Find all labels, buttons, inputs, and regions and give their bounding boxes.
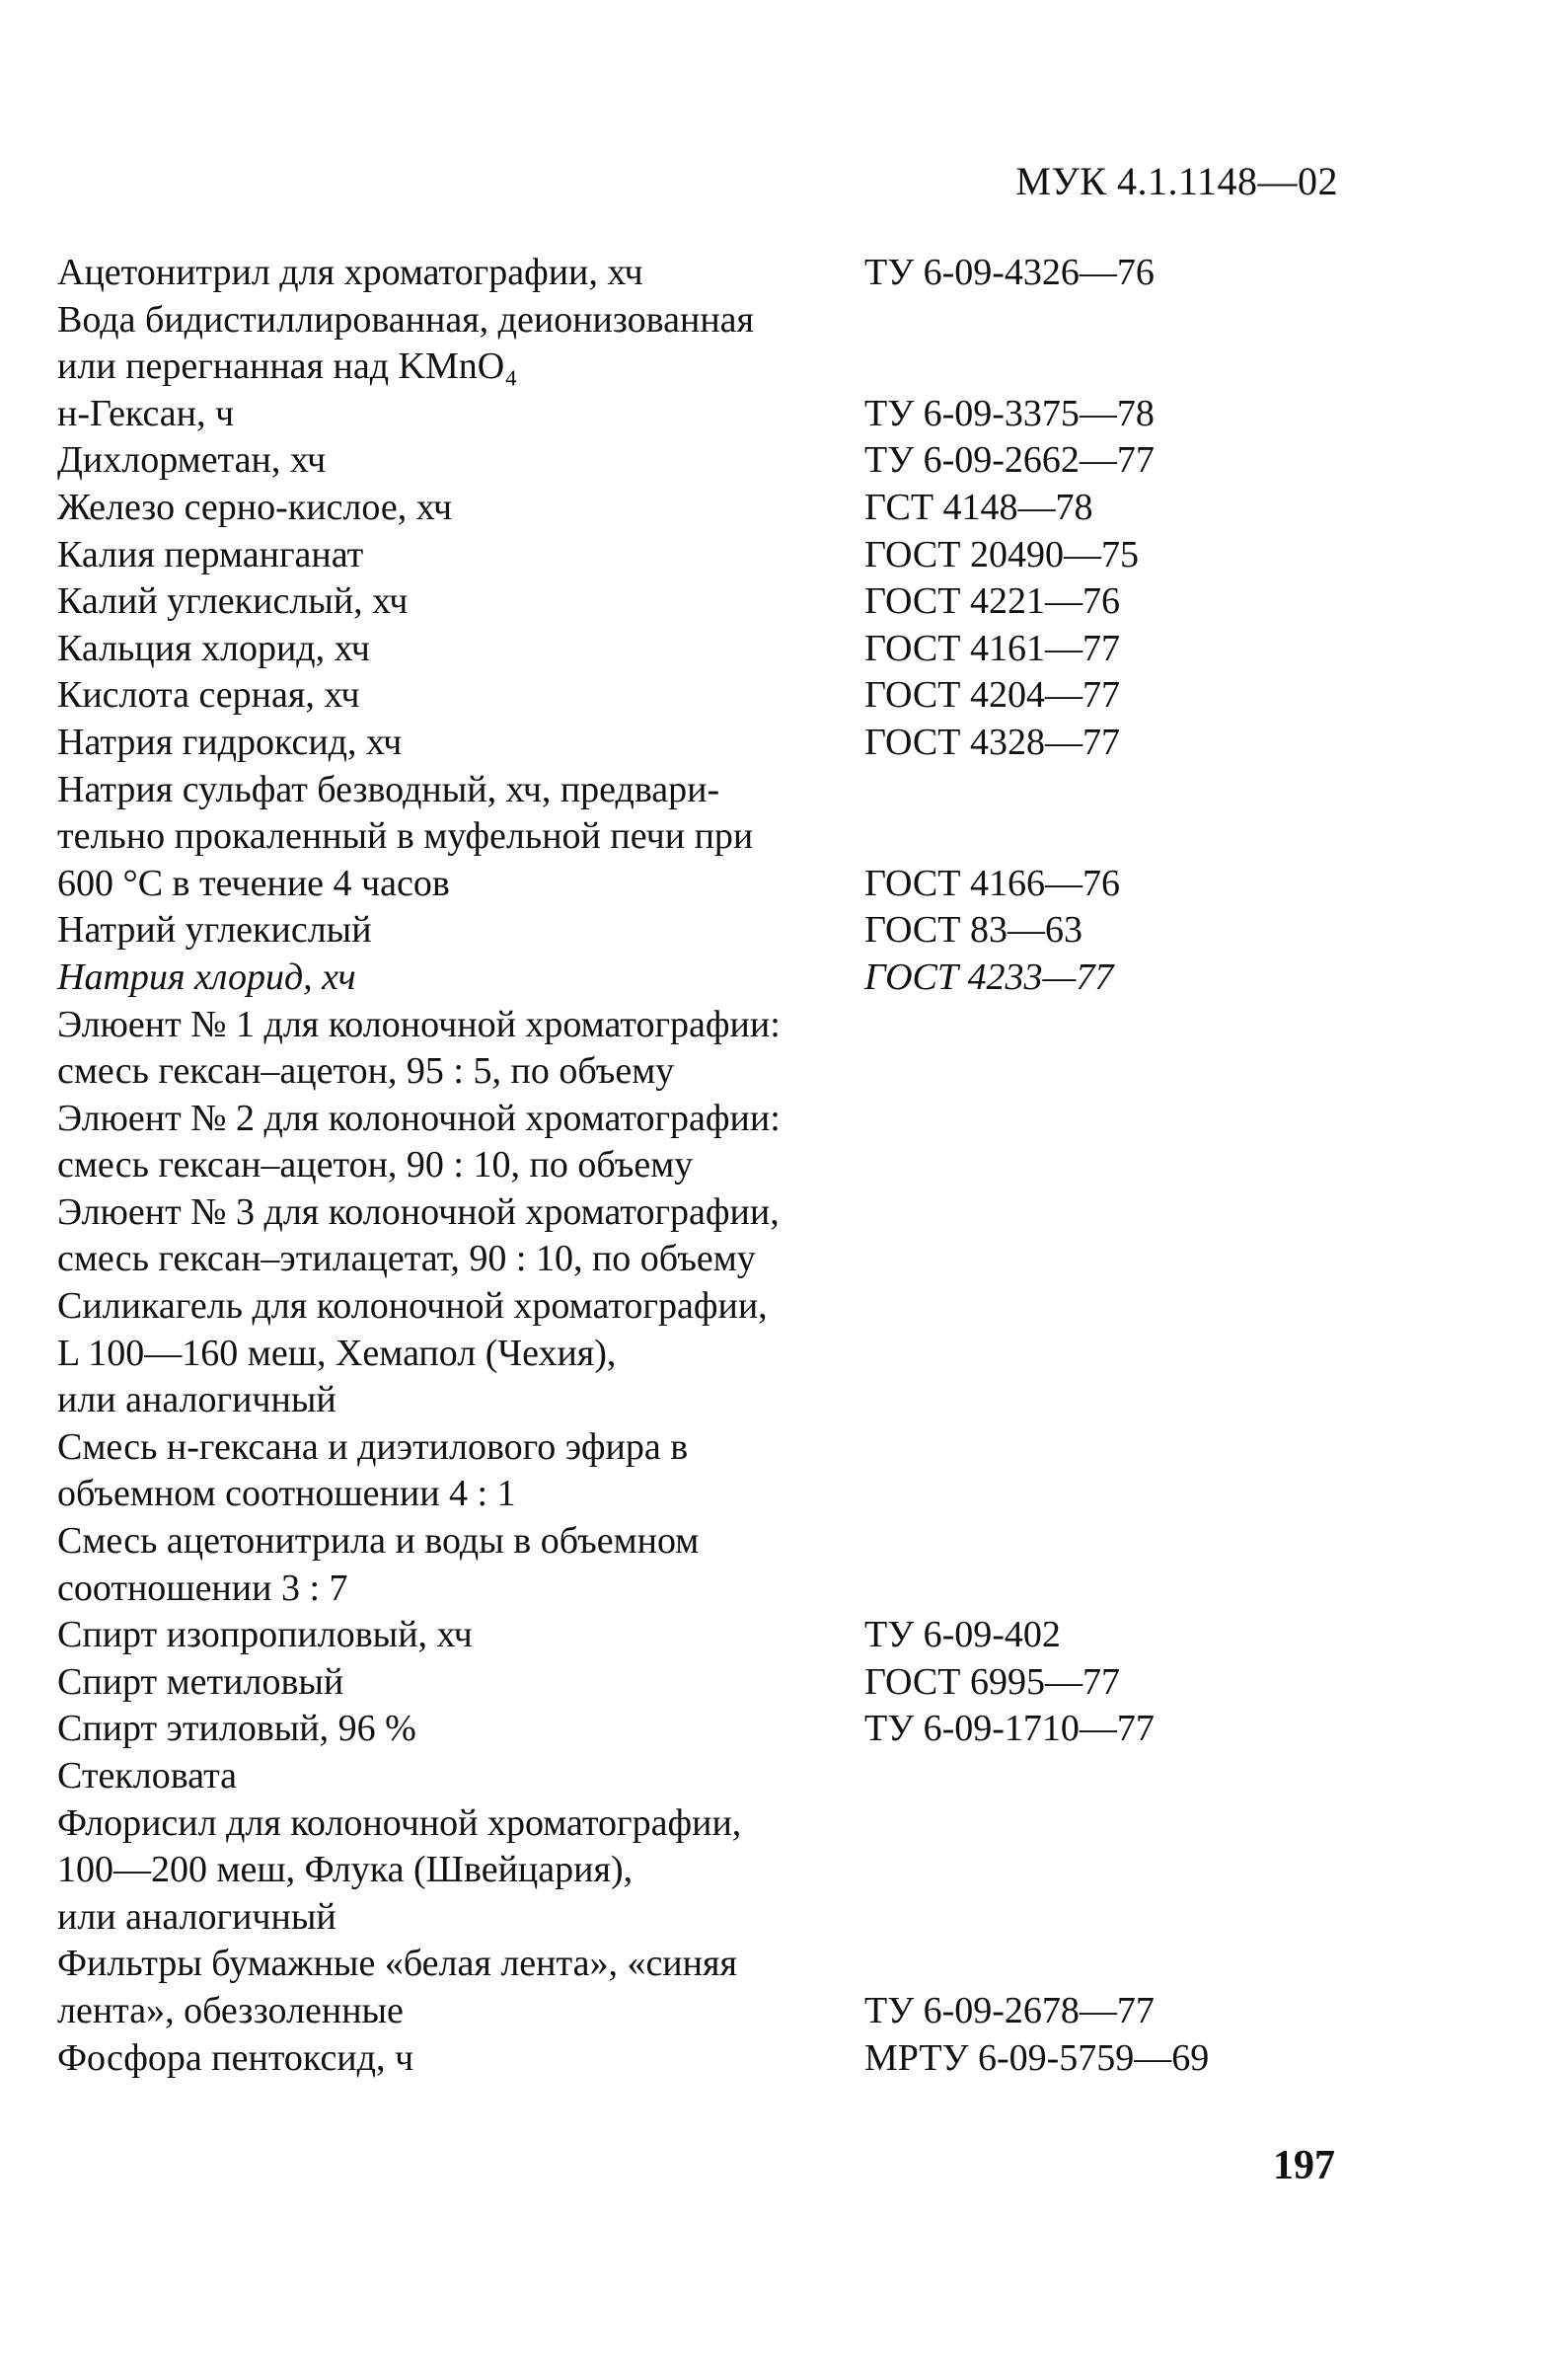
- reagent-name: [57, 437, 864, 485]
- reagent-name-line: Фильтры бумажные «белая лента», «синяя: [57, 1943, 737, 1985]
- reagent-name: [57, 1283, 864, 1424]
- reagent-name-line: 600 °С в течение 4 часов: [57, 862, 450, 904]
- reagent-row: [57, 1096, 1340, 1189]
- reagent-row: [57, 1753, 1340, 1800]
- reagent-standard: ТУ 6-09-4326—76: [864, 252, 1155, 293]
- reagent-name-line: смесь гексан–этилацетат, 90 : 10, по объему: [57, 1238, 756, 1280]
- reagent-row: [57, 720, 1340, 767]
- reagent-standard: ГОСТ 83—63: [864, 909, 1083, 952]
- reagent-name-line: Натрия сульфат безводный, хч, предвари-: [57, 768, 720, 810]
- document-code: МУК 4.1.1148—02: [1015, 159, 1338, 203]
- reagent-name: [57, 1941, 864, 2034]
- reagent-name: [57, 1424, 864, 1518]
- reagent-name: [57, 1189, 864, 1283]
- reagent-name: [57, 626, 864, 673]
- reagent-row: [57, 391, 1340, 438]
- page-number: 197: [1273, 2143, 1335, 2188]
- reagent-name-line: Натрий углекислый: [57, 909, 372, 952]
- reagent-standard: ТУ 6-09-1710—77: [864, 1708, 1155, 1750]
- reagent-name-line: Калий углекислый, хч: [57, 580, 409, 623]
- reagent-name-line: Вода бидистиллированная, деионизованная: [57, 298, 755, 341]
- reagent-name-line: тельно прокаленный в муфельной печи при: [57, 815, 754, 858]
- reagent-name-line: Железо серно-кислое, хч: [57, 486, 452, 528]
- reagent-standard: ГОСТ 4328—77: [864, 721, 1120, 763]
- reagent-row: [57, 297, 1340, 391]
- reagent-name-line: или аналогичный: [57, 1379, 336, 1421]
- reagent-name-line: или аналогичный: [57, 1895, 336, 1938]
- reagent-name: [57, 767, 864, 908]
- reagent-name-line: объемном соотношении 4 : 1: [57, 1473, 516, 1515]
- reagent-name: [57, 907, 864, 955]
- reagent-row: [57, 1424, 1340, 1518]
- reagent-name: [57, 532, 864, 579]
- reagent-name-line: или перегнанная над KMnO₄: [57, 345, 518, 388]
- reagent-row: [57, 1283, 1340, 1424]
- reagent-row: [57, 1941, 1340, 2034]
- reagent-name: [57, 485, 864, 532]
- reagent-name: [57, 250, 864, 297]
- reagent-row: [57, 767, 1340, 908]
- reagent-standard: ГСТ 4148—78: [864, 486, 1093, 528]
- reagent-name-line: L 100—160 меш, Хемапол (Чехия),: [57, 1332, 617, 1374]
- reagent-name-line: Смесь ацетонитрила и воды в объемном: [57, 1520, 700, 1563]
- reagent-name-line: Элюент № 2 для колоночной хроматографии:: [57, 1097, 781, 1139]
- reagent-list: [57, 250, 1340, 2082]
- reagent-name: [57, 720, 864, 767]
- reagent-name-line: смесь гексан–ацетон, 95 : 5, по объему: [57, 1050, 675, 1093]
- reagent-name-line: Кальция хлорид, хч: [57, 627, 370, 669]
- reagent-name: [57, 2035, 864, 2083]
- reagent-name: [57, 1518, 864, 1612]
- reagent-name: [57, 1096, 864, 1189]
- reagent-standard: ТУ 6-09-2678—77: [864, 1989, 1155, 2031]
- reagent-row: [57, 1659, 1340, 1707]
- reagent-name-line: Элюент № 3 для колоночной хроматографии,: [57, 1190, 780, 1233]
- reagent-name: [57, 672, 864, 720]
- reagent-name-line: Натрия гидроксид, хч: [57, 721, 403, 763]
- reagent-name-line: Кислота серная, хч: [57, 674, 360, 717]
- reagent-row: [57, 1002, 1340, 1096]
- reagent-name-line: н-Гексан, ч: [57, 392, 235, 434]
- reagent-name: [57, 578, 864, 626]
- reagent-standard: ТУ 6-09-402: [864, 1614, 1061, 1656]
- reagent-standard: ГОСТ 4221—76: [864, 580, 1120, 623]
- reagent-row: [57, 2035, 1340, 2083]
- reagent-row: [57, 532, 1340, 579]
- reagent-row: [57, 626, 1340, 673]
- reagent-name-line: Натрия хлорид, хч: [57, 956, 356, 998]
- reagent-name: [57, 955, 864, 1002]
- reagent-name: [57, 297, 864, 391]
- reagent-name-line: Спирт этиловый, 96 %: [57, 1708, 416, 1750]
- reagent-name-line: Флорисил для колоночной хроматографии,: [57, 1801, 742, 1844]
- reagent-name-line: Спирт метиловый: [57, 1660, 344, 1703]
- reagent-name: [57, 1800, 864, 1942]
- reagent-name-line: Силикагель для колоночной хроматографии,: [57, 1285, 768, 1328]
- reagent-name: [57, 1002, 864, 1096]
- reagent-name-line: Ацетонитрил для хроматографии, хч: [57, 252, 643, 293]
- reagent-name-line: Элюент № 1 для колоночной хроматографии:: [57, 1003, 781, 1045]
- reagent-name: [57, 1706, 864, 1753]
- reagent-row: [57, 672, 1340, 720]
- reagent-name-line: смесь гексан–ацетон, 90 : 10, по объему: [57, 1144, 694, 1186]
- reagent-name-line: Калия перманганат: [57, 533, 364, 575]
- reagent-name-line: соотношении 3 : 7: [57, 1567, 348, 1609]
- reagent-name-line: Спирт изопропиловый, хч: [57, 1614, 473, 1656]
- reagent-name-line: Смесь н-гексана и диэтилового эфира в: [57, 1425, 689, 1468]
- reagent-row: [57, 1612, 1340, 1659]
- reagent-row: [57, 578, 1340, 626]
- reagent-row: [57, 437, 1340, 485]
- reagent-row: [57, 1706, 1340, 1753]
- reagent-standard: ГОСТ 4161—77: [864, 627, 1120, 669]
- reagent-row: [57, 907, 1340, 955]
- reagent-standard: ГОСТ 4166—76: [864, 862, 1120, 904]
- reagent-standard: ГОСТ 4204—77: [864, 674, 1120, 717]
- reagent-standard: МРТУ 6-09-5759—69: [864, 2036, 1210, 2079]
- reagent-row: [57, 1189, 1340, 1283]
- reagent-row: [57, 1800, 1340, 1942]
- reagent-row: [57, 955, 1340, 1002]
- reagent-name-line: 100—200 меш, Флука (Швейцария),: [57, 1849, 634, 1891]
- reagent-name-line: Дихлорметан, хч: [57, 439, 327, 482]
- reagent-name-line: лента», обеззоленные: [57, 1989, 404, 2031]
- reagent-name-line: Фосфора пентоксид, ч: [57, 2036, 414, 2079]
- reagent-standard: ТУ 6-09-3375—78: [864, 392, 1155, 434]
- reagent-row: [57, 250, 1340, 297]
- reagent-standard: ТУ 6-09-2662—77: [864, 439, 1155, 482]
- reagent-row: [57, 1518, 1340, 1612]
- reagent-name: [57, 1659, 864, 1707]
- reagent-name: [57, 391, 864, 438]
- reagent-standard: ГОСТ 6995—77: [864, 1660, 1120, 1703]
- reagent-standard: ГОСТ 4233—77: [864, 956, 1114, 998]
- reagent-row: [57, 485, 1340, 532]
- reagent-name: [57, 1753, 864, 1800]
- reagent-standard: ГОСТ 20490—75: [864, 533, 1139, 575]
- reagent-name: [57, 1612, 864, 1659]
- reagent-name-line: Стекловата: [57, 1755, 238, 1797]
